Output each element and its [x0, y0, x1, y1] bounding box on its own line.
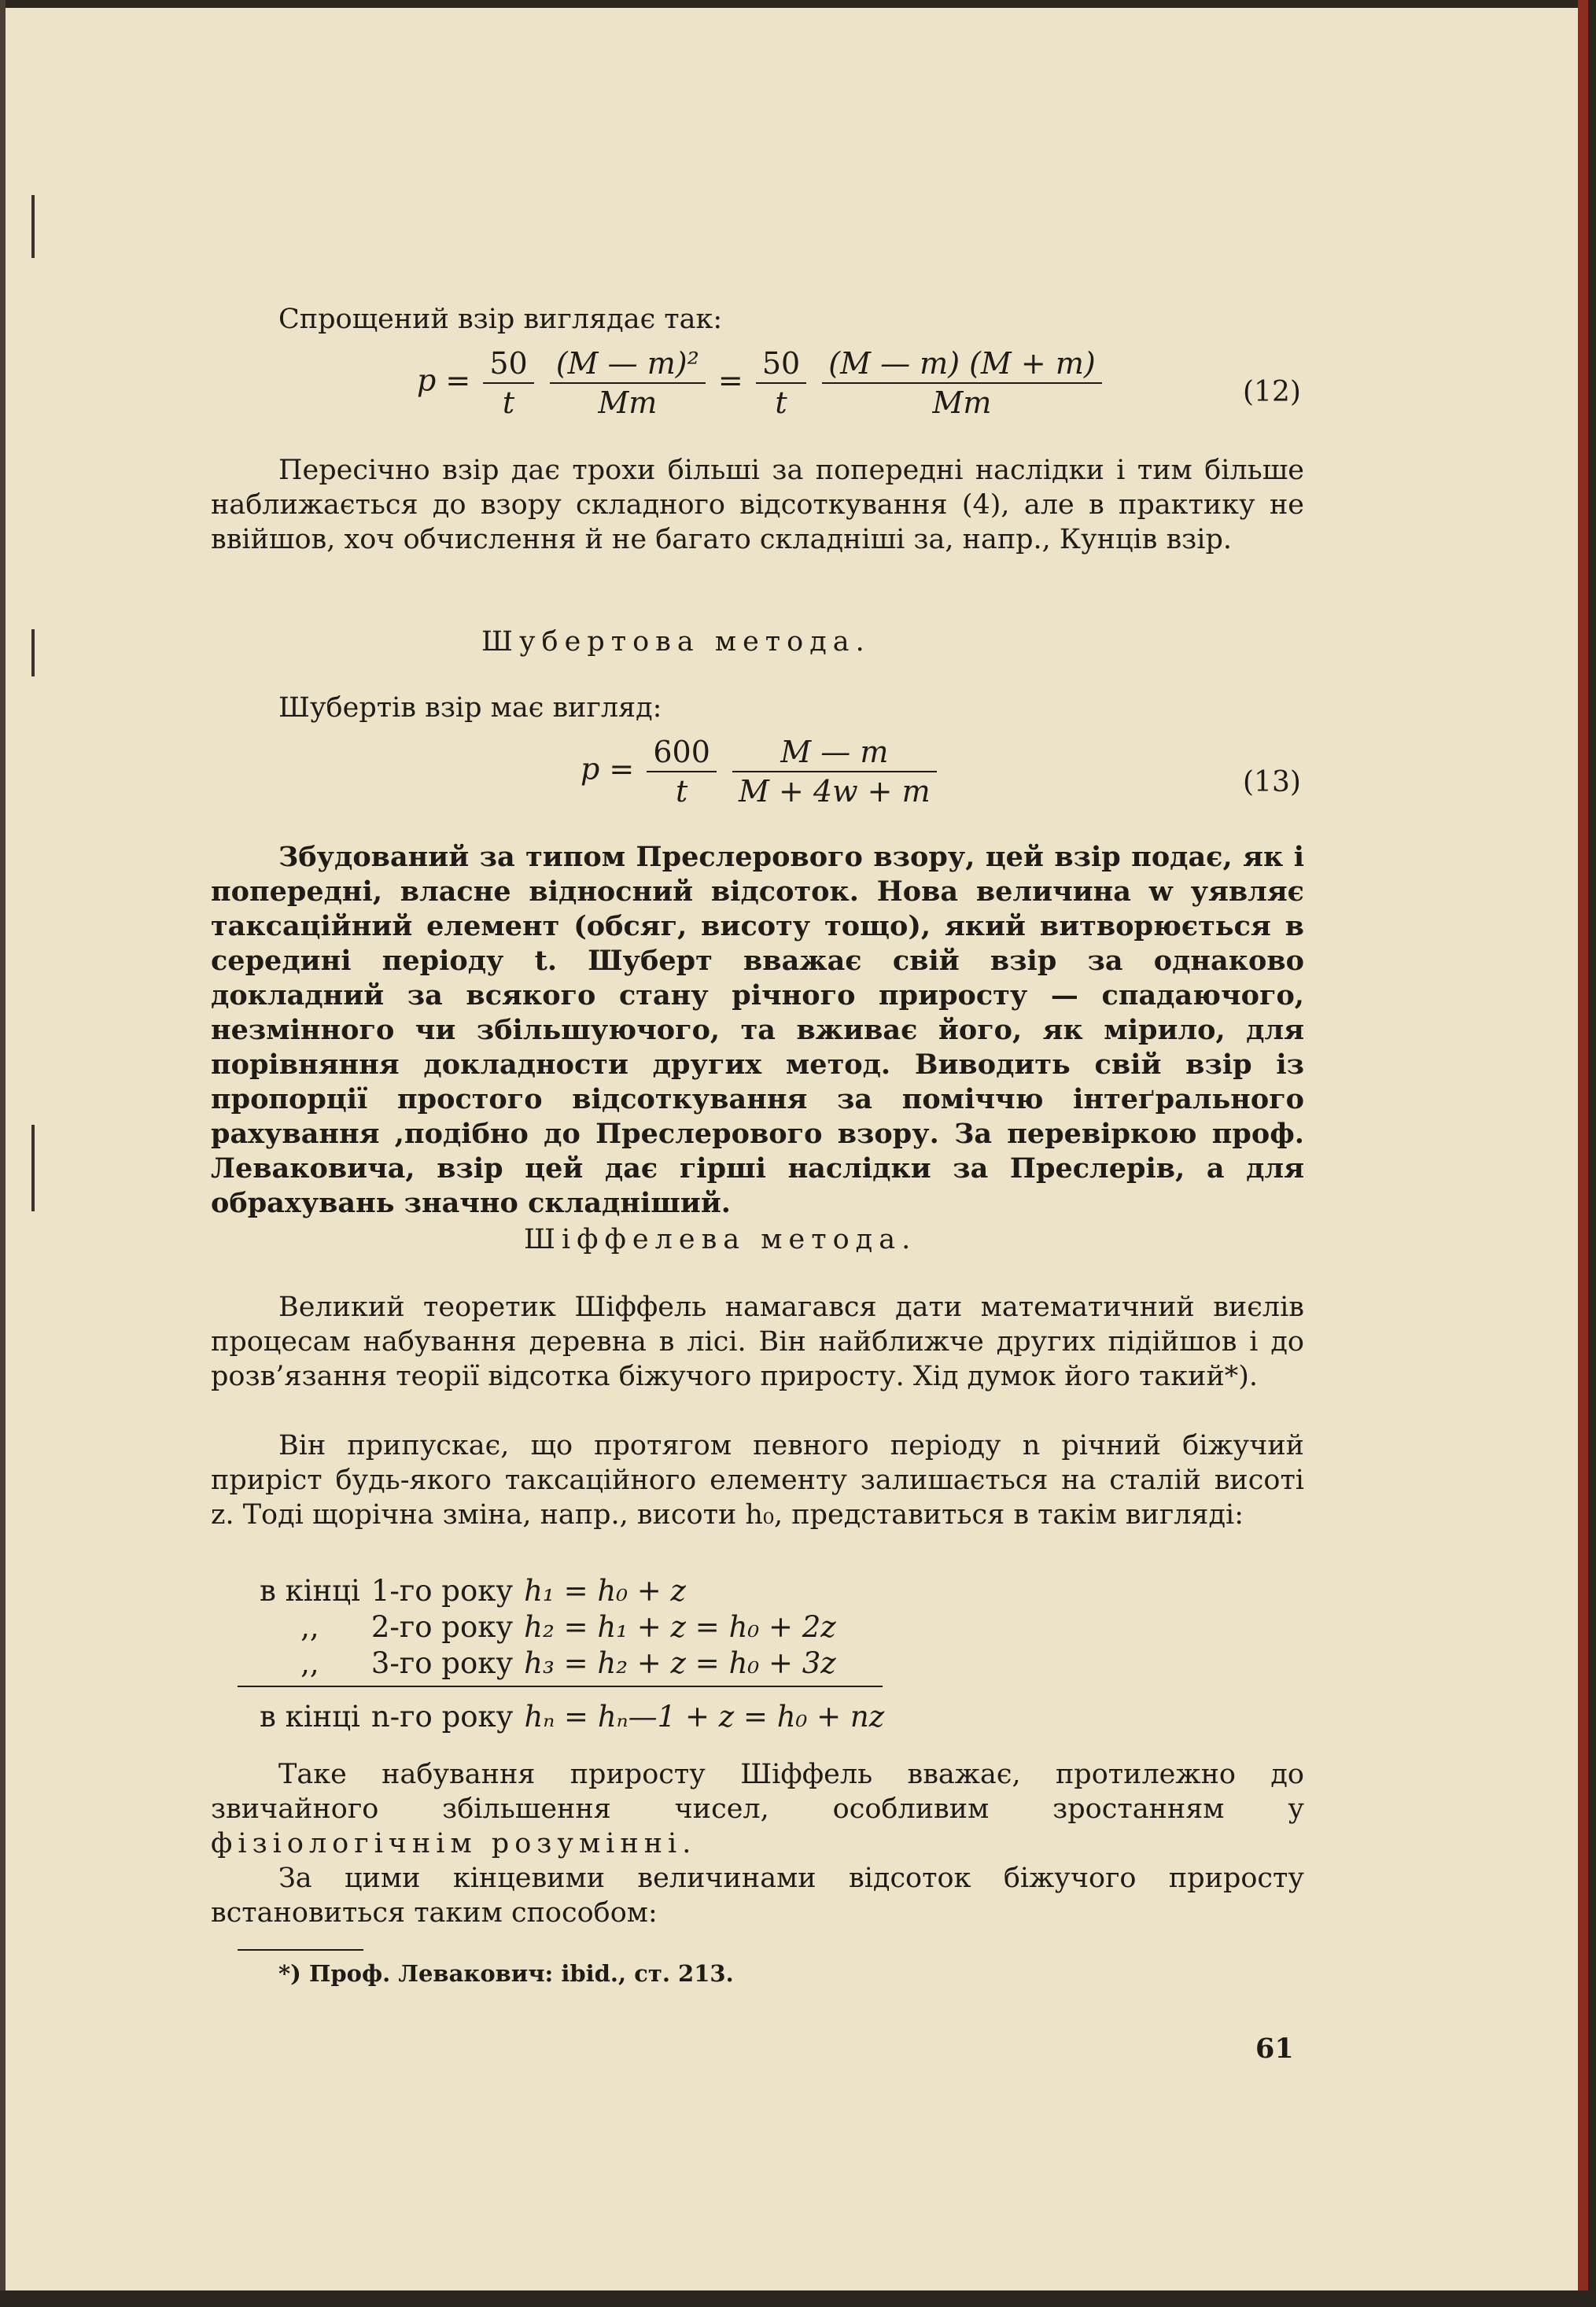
numerator: (M — m)²: [550, 346, 706, 384]
table-cell: h₁ = h₀ + z: [524, 1574, 687, 1608]
page-edge-top: [0, 0, 1596, 8]
intro-line: Спрощений взір виглядає так:: [278, 304, 723, 335]
page-edge-left: [0, 0, 6, 2307]
table-cell: h₂ = h₁ + z = h₀ + 2z: [524, 1610, 836, 1644]
denominator: t: [502, 385, 515, 420]
margin-mark: [31, 629, 35, 676]
formula-13: [581, 735, 940, 809]
fraction: [483, 346, 533, 420]
fraction: [647, 735, 717, 809]
spaced-term: фізіологічнім розумінні.: [211, 1828, 697, 1859]
growth-table: [260, 1573, 847, 1682]
denominator: t: [675, 774, 688, 809]
page-edge-right: [1588, 0, 1596, 2307]
formula-lhs: p: [417, 363, 437, 398]
numerator: 50: [483, 346, 533, 384]
formula-equals: =: [609, 751, 635, 787]
table-cell: hₙ = hₙ—1 + z = h₀ + nz: [524, 1700, 885, 1734]
table-cell: 1-го року: [370, 1574, 514, 1608]
section-heading: Шубертова метода.: [481, 626, 871, 658]
formula-equals: =: [717, 363, 743, 398]
formula-12: [417, 346, 1105, 420]
numerator: (M — m) (M + m): [822, 346, 1101, 384]
fraction: [756, 346, 806, 420]
growth-total-row: [260, 1699, 895, 1735]
book-cover-edge: [1578, 0, 1588, 2307]
paragraph: Великий теоретик Шіффель намагався дати математичний виєлів процесам набування деревна в лісі. Він найближче других підійшов і до розв’язання теорії відсотка біжучого приросту. Хід думок його такий*).: [211, 1292, 1304, 1392]
table-cell: ,,: [300, 1610, 319, 1644]
fraction: [550, 346, 706, 420]
paragraph-text: Таке набування приросту Шіффель вважає, протилежно до звичайного збільшення чисел, особливим зростанням у: [211, 1759, 1304, 1825]
fraction: [732, 735, 937, 809]
section-heading: Шіффелева метода.: [524, 1224, 917, 1255]
table-cell: в кінці: [260, 1700, 360, 1734]
table-cell: ,,: [300, 1646, 319, 1680]
numerator: M — m: [732, 735, 937, 772]
sum-rule: [238, 1686, 883, 1687]
table-cell: h₃ = h₂ + z = h₀ + 3z: [524, 1646, 836, 1680]
paragraph: Пересічно взір дає трохи більші за попередні наслідки і тим більше наближається до взору складного відсоткування (4), але в практику не ввійшов, хоч обчислення й не багато складніші за, напр., Кунців взір.: [211, 455, 1304, 555]
table-row: [260, 1609, 847, 1645]
table-cell: в кінці: [260, 1574, 360, 1608]
page-edge-bottom: [0, 2290, 1596, 2307]
table-cell: 2-го року: [370, 1610, 514, 1644]
denominator: M + 4w + m: [738, 774, 931, 809]
intro-line: Шубертів взір має вигляд:: [278, 692, 662, 724]
equation-number: (13): [1243, 766, 1301, 798]
numerator: 50: [756, 346, 806, 384]
table-cell: 3-го року: [370, 1646, 514, 1680]
paragraph: Збудований за типом Преслерового взору, цей взір подає, як і попередні, власне відносний відсоток. Нова величина w уявляє таксаційний елемент (обсяг, висоту тощо), який витворюється в середині періоду t. Шуберт вважає свій взір за однаково докладний за всякого стану річного приросту — спадаючого, незмінного чи збільшуючого, та вживає його, як мірило, для порівняння докладности других метод. Виводить свій взір із пропорції простого відсоткування за поміччю інтеґрального рахування ,подібно до Преслерового взору. За перевіркою проф. Левaковича, взір цей дає гірші наслідки за Преслерів, а для обрахувань значно складніший.: [211, 841, 1304, 1219]
formula-equals: =: [445, 363, 471, 398]
equation-number: (12): [1243, 376, 1301, 408]
margin-mark: [31, 1125, 35, 1211]
table-row: [260, 1645, 847, 1682]
numerator: 600: [647, 735, 717, 772]
margin-mark: [31, 195, 35, 258]
paragraph: За цими кінцевими величинами відсоток біжучого приросту встановиться таким способом:: [211, 1863, 1304, 1929]
footnote-rule: [238, 1949, 363, 1951]
denominator: t: [775, 385, 787, 420]
fraction: [822, 346, 1101, 420]
denominator: Mm: [932, 385, 992, 420]
table-row: [260, 1699, 895, 1735]
table-cell: n-го року: [370, 1700, 514, 1734]
denominator: Mm: [598, 385, 658, 420]
paragraph: Він припускає, що протягом певного періоду n річний біжучий приріст будь-якого таксаційного елементу залишається на сталій висоті z. Тоді щорічна зміна, напр., висоти h₀, представиться в такім вигляді:: [211, 1430, 1304, 1531]
footnote: *) Проф. Левакович: ibid., ст. 213.: [278, 1960, 734, 1987]
formula-lhs: p: [581, 751, 600, 787]
page-number: 61: [1255, 2032, 1294, 2065]
paragraph: [211, 1757, 1304, 1861]
table-row: [260, 1573, 847, 1609]
